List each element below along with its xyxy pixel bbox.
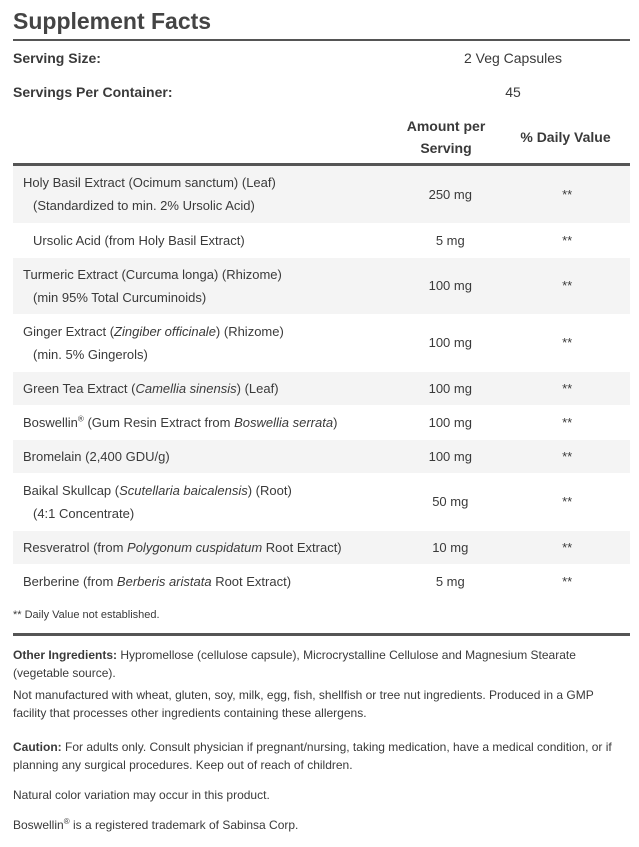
ingredient-subtext: (min 95% Total Curcuminoids) (33, 289, 207, 305)
amount-per-serving-header: Amount per Serving (406, 118, 486, 156)
ingredient-amount: 250 mg (396, 166, 504, 223)
ingredient-daily-value: ** (504, 439, 630, 473)
ingredient-name: Baikal Skullcap (Scutellaria baicalensis) (Root) (4:1 Concentrate) (13, 473, 396, 530)
ingredient-daily-value: ** (504, 314, 630, 371)
supplement-facts-panel (13, 0, 630, 834)
color-variation-note: Natural color variation may occur in this product. (13, 787, 270, 802)
servings-per-container-row (13, 75, 630, 109)
ingredient-name: Boswellin® (Gum Resin Extract from Boswellia serrata) (13, 405, 396, 439)
table-row (13, 530, 630, 564)
trademark-note: Boswellin® is a registered trademark of Sabinsa Corp. (13, 816, 299, 832)
ingredient-amount: 100 mg (396, 257, 504, 314)
column-header (13, 109, 630, 166)
ingredient-name: Turmeric Extract (Curcuma longa) (Rhizome) (min 95% Total Curcuminoids) (13, 257, 396, 314)
panel-title: Supplement Facts (13, 6, 630, 41)
ingredients-table (13, 166, 630, 599)
ingredient-name: Resveratrol (from Polygonum cuspidatum Root Extract) (13, 530, 396, 564)
table-row (13, 223, 630, 257)
servings-per-container-label: Servings Per Container: (13, 84, 173, 100)
ingredient-name: Bromelain (2,400 GDU/g) (13, 439, 396, 473)
ingredient-daily-value: ** (504, 257, 630, 314)
ingredient-daily-value: ** (504, 405, 630, 439)
ingredient-subtext: (min. 5% Gingerols) (33, 346, 148, 362)
ingredient-name: Ginger Extract (Zingiber officinale) (Rhizome) (min. 5% Gingerols) (13, 314, 396, 371)
table-row (13, 564, 630, 598)
table-row (13, 371, 630, 405)
ingredient-amount: 100 mg (396, 371, 504, 405)
ingredient-name: Berberine (from Berberis aristata Root Extract) (13, 564, 396, 598)
ingredient-amount: 100 mg (396, 439, 504, 473)
ingredient-daily-value: ** (504, 371, 630, 405)
table-row (13, 405, 630, 439)
ingredient-daily-value: ** (504, 564, 630, 598)
serving-size-value: 2 Veg Capsules (463, 50, 563, 66)
ingredient-name: Ursolic Acid (from Holy Basil Extract) (13, 223, 396, 257)
daily-value-header: % Daily Value (520, 129, 611, 145)
table-row (13, 166, 630, 223)
ingredient-amount: 50 mg (396, 473, 504, 530)
ingredient-subtext: (4:1 Concentrate) (33, 505, 135, 521)
table-row (13, 257, 630, 314)
serving-size-row (13, 41, 630, 75)
daily-value-footnote: ** Daily Value not established. (13, 599, 630, 636)
table-row (13, 439, 630, 473)
ingredient-amount: 100 mg (396, 405, 504, 439)
other-ingredients: Other Ingredients: Hypromellose (cellulose capsule), Microcrystalline Cellulose and Magnesium Stearate (vegetable source). (13, 647, 576, 680)
ingredient-name: Holy Basil Extract (Ocimum sanctum) (Leaf) (Standardized to min. 2% Ursolic Acid) (13, 166, 396, 223)
ingredient-amount: 5 mg (396, 564, 504, 598)
ingredient-daily-value: ** (504, 223, 630, 257)
servings-per-container-value: 45 (505, 84, 521, 100)
ingredient-subtext: (Standardized to min. 2% Ursolic Acid) (33, 198, 255, 214)
ingredient-amount: 5 mg (396, 223, 504, 257)
ingredient-name: Green Tea Extract (Camellia sinensis) (Leaf) (13, 371, 396, 405)
ingredient-amount: 100 mg (396, 314, 504, 371)
serving-size-label: Serving Size: (13, 50, 101, 66)
ingredient-amount: 10 mg (396, 530, 504, 564)
ingredient-daily-value: ** (504, 530, 630, 564)
table-row (13, 473, 630, 530)
ingredient-daily-value: ** (504, 473, 630, 530)
ingredient-daily-value: ** (504, 166, 630, 223)
allergen-statement: Not manufactured with wheat, gluten, soy, milk, egg, fish, shellfish or tree nut ingredients. Produced in a GMP facility that processes other ingredients containing these allergens. (13, 687, 594, 720)
caution-statement: Caution: For adults only. Consult physician if pregnant/nursing, taking medication, have a medical condition, or if planning any surgical procedures. Keep out of reach of children. (13, 739, 612, 772)
table-row (13, 314, 630, 371)
